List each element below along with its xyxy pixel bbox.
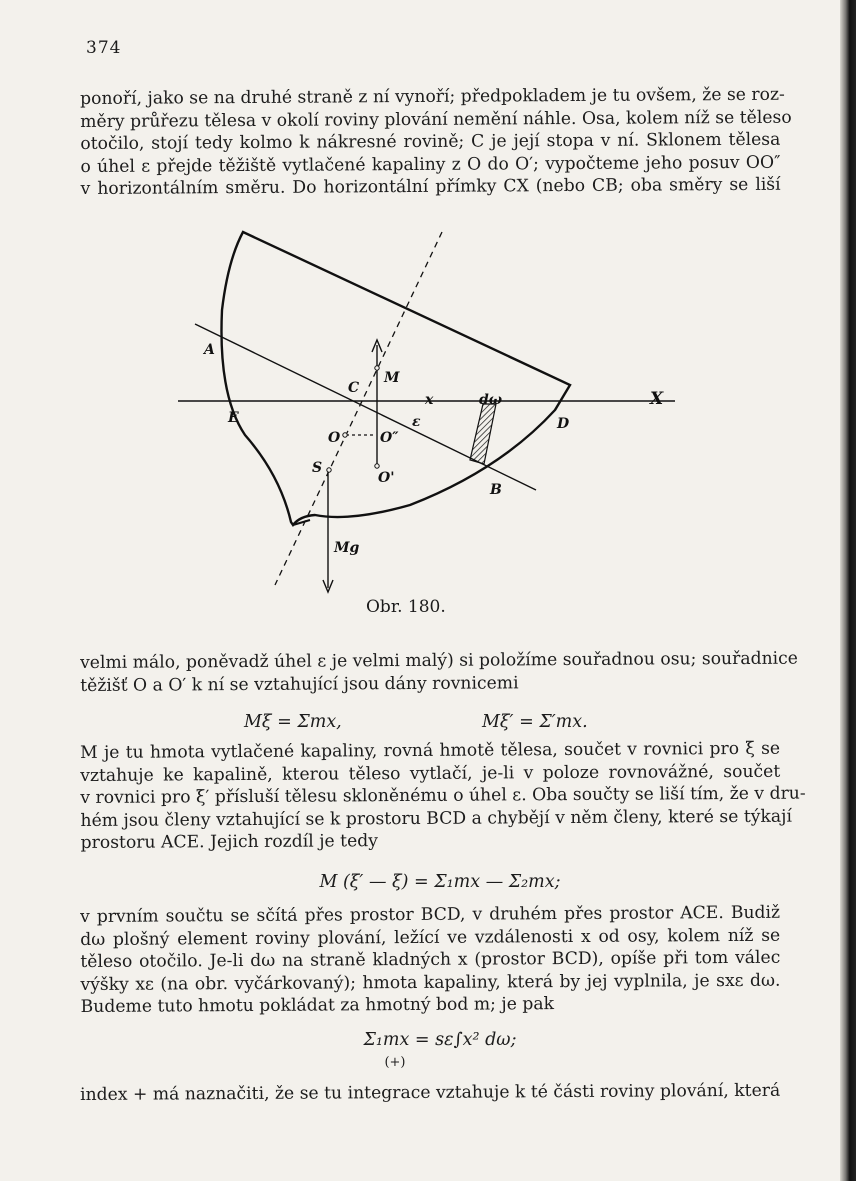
text-line: M je tu hmota vytlačené kapaliny, rovná hmotě tělesa, součet v rovnici pro ξ se — [80, 738, 781, 763]
text-line: v rovnici pro ξ′ přísluší tělesu skloněnému o úhel ε. Oba součty se liší tím, že v dru- — [80, 783, 806, 808]
paragraph-5 — [80, 1080, 780, 1107]
label-o: O — [328, 430, 341, 446]
text-line: těleso otočilo. Je-li dω na straně kladných x (prostor BCD), opíše při tom válec — [80, 947, 781, 972]
label-s: S — [312, 460, 323, 476]
text-line: hém jsou členy vztahující se k prostoru BCD a chybějí v něm členy, které se týkají — [80, 806, 793, 831]
point-o1 — [375, 464, 379, 468]
label-b: B — [490, 482, 502, 498]
text-line: prostoru ACE. Jejich rozdíl je tedy — [80, 831, 378, 853]
text-line: index + má naznačiti, že se tu integrace vztahuje k té části roviny plování, která — [80, 1080, 781, 1105]
figure-caption: Obr. 180. — [366, 597, 446, 617]
label-a: A — [204, 342, 215, 358]
text-line: dω plošný element roviny plování, ležící ve vzdálenosti x od osy, kolem níž se — [80, 925, 781, 950]
equation-3-subscript: (+) — [384, 1055, 406, 1070]
equation-2: M (ξ′ — ξ) = Σ₁mx — Σ₂mx; — [319, 872, 561, 892]
label-m: M — [384, 370, 400, 386]
label-d: D — [557, 416, 570, 432]
text-line: vztahuje ke kapalině, kterou těleso vytlačí, je-li v poloze rovnovážné, součet — [80, 761, 781, 786]
label-o-double-prime: O″ — [380, 430, 399, 446]
point-o — [343, 433, 347, 437]
label-epsilon: ε — [412, 414, 421, 430]
text-line: otočilo, stojí tedy kolmo k nákresné rovině; C je její stopa v ní. Sklonem tělesa — [80, 129, 781, 154]
text-line: výšky xε (na obr. vyčárkovaný); hmota kapaliny, která by jej vyplnila, je sxε dω. — [80, 970, 781, 995]
label-big-x: X — [650, 389, 664, 409]
label-e: E — [228, 410, 239, 426]
text-line: v prvním součtu se sčítá přes prostor BCD, v druhém přes prostor ACE. Budiž — [80, 902, 781, 927]
text-line: v horizontálním směru. Do horizontální přímky CX (nebo CB; oba směry se liší — [80, 174, 781, 199]
text-line: těžišť O a O′ k ní se vztahující jsou dány rovnicemi — [80, 672, 519, 696]
text-line: Budeme tuto hmotu pokládat za hmotný bod m; je pak — [80, 994, 555, 1017]
point-m — [375, 366, 379, 370]
equation-1-right: Mξ′ = Σ′mx. — [482, 712, 588, 732]
text-line: ponoří, jako se na druhé straně z ní vynoří; předpokladem je tu ovšem, že se roz- — [80, 84, 785, 109]
paragraph-2 — [80, 648, 798, 697]
point-s — [327, 468, 331, 472]
paragraph-1 — [80, 84, 792, 201]
hatched-element — [470, 404, 496, 464]
label-domega: dω — [479, 392, 503, 408]
text-line: velmi málo, poněvadž úhel ε je velmi malý) si položíme souřadnou osu; souřadnice — [80, 648, 798, 673]
figure-180 — [170, 220, 690, 600]
label-c: C — [348, 380, 360, 396]
paragraph-3 — [80, 738, 806, 855]
label-mg: Mg — [334, 540, 360, 556]
page-edge-shadow — [840, 0, 856, 1181]
equation-3: Σ₁mx = sε∫x² dω; — [363, 1030, 517, 1050]
text-line: o úhel ε přejde těžiště vytlačené kapaliny z O do O′; vypočteme jeho posuv OO″ — [80, 152, 781, 177]
label-o-prime: O' — [378, 470, 395, 486]
paragraph-4 — [80, 902, 781, 1019]
page-number: 374 — [86, 38, 122, 58]
equation-1-left: Mξ = Σmx, — [244, 712, 342, 732]
text-line: měry průřezu tělesa v okolí roviny plování nemění náhle. Osa, kolem níž se těleso — [80, 107, 792, 132]
label-x: x — [425, 392, 434, 408]
